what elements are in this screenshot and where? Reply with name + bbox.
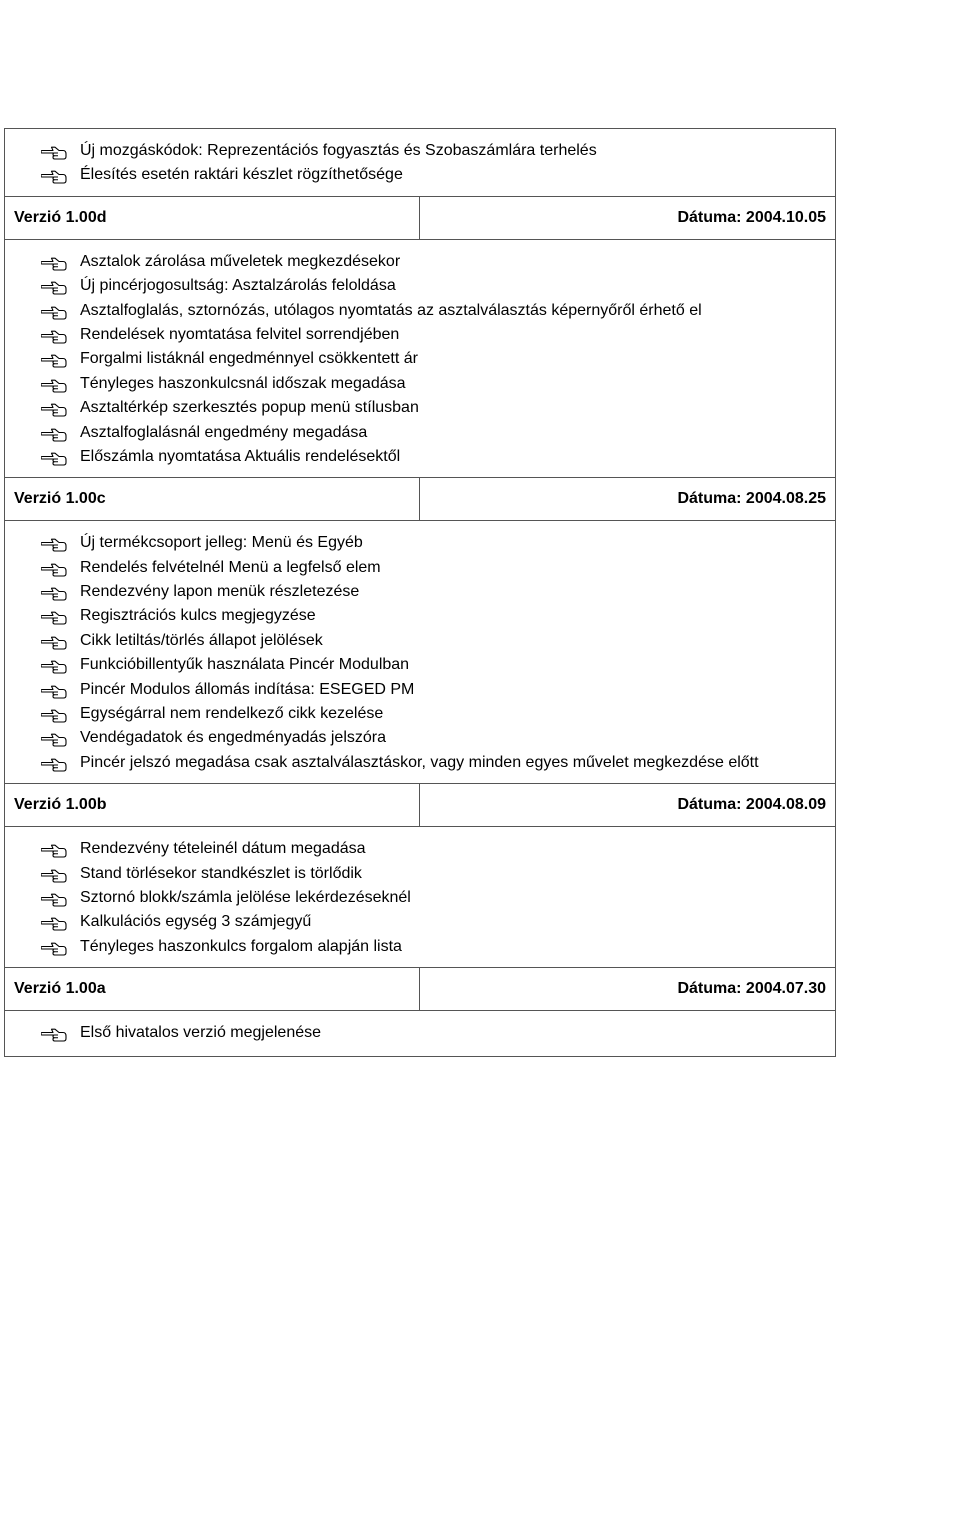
list-item <box>5 250 835 274</box>
list-item-text: Kalkulációs egység 3 számjegyű <box>80 913 312 931</box>
list-item-text: Új pincérjogosultság: Asztalzárolás feloldása <box>80 277 396 295</box>
change-list <box>5 129 835 197</box>
pointing-hand-icon <box>41 328 67 342</box>
list-item-text: Egységárral nem rendelkező cikk kezelése <box>80 705 384 723</box>
list-item <box>5 396 835 420</box>
version-header <box>5 784 835 827</box>
list-item-text: Sztornó blokk/számla jelölése lekérdezéseknél <box>80 888 411 906</box>
list-item <box>5 580 835 604</box>
pointing-hand-icon <box>41 585 67 599</box>
list-item <box>5 274 835 298</box>
pointing-hand-icon <box>41 1026 67 1040</box>
pointing-hand-icon <box>41 867 67 881</box>
pointing-hand-icon <box>41 426 67 440</box>
list-item <box>5 604 835 628</box>
pointing-hand-icon <box>41 658 67 672</box>
list-item <box>5 323 835 347</box>
list-item <box>5 556 835 580</box>
list-item-text: Tényleges haszonkulcsnál időszak megadása <box>80 374 406 392</box>
list-item <box>5 886 835 910</box>
list-item-text: Asztaltérkép szerkesztés popup menü stílusban <box>80 399 419 417</box>
change-list <box>5 1011 835 1055</box>
pointing-hand-icon <box>41 144 67 158</box>
version-date: Dátuma: 2004.07.30 <box>677 980 826 998</box>
list-item-text: Asztalok zárolása műveletek megkezdésekor <box>80 252 401 270</box>
list-item-text: Első hivatalos verzió megjelenése <box>80 1024 322 1042</box>
list-item <box>5 629 835 653</box>
pointing-hand-icon <box>41 842 67 856</box>
pointing-hand-icon <box>41 634 67 648</box>
version-date: Dátuma: 2004.08.09 <box>677 796 826 814</box>
change-list <box>5 240 835 479</box>
list-item <box>5 935 835 959</box>
pointing-hand-icon <box>41 915 67 929</box>
list-item-text: Pincér Modulos állomás indítása: ESEGED PM <box>80 680 415 698</box>
version-header <box>5 968 835 1011</box>
change-list <box>5 827 835 968</box>
pointing-hand-icon <box>41 940 67 954</box>
list-item <box>5 1021 835 1045</box>
list-item <box>5 862 835 886</box>
list-item <box>5 702 835 726</box>
list-item-text: Előszámla nyomtatása Aktuális rendelésektől <box>80 447 401 465</box>
list-item <box>5 678 835 702</box>
list-item <box>5 445 835 469</box>
pointing-hand-icon <box>41 891 67 905</box>
version-date: Dátuma: 2004.10.05 <box>677 208 826 226</box>
list-item <box>5 751 835 775</box>
list-item-text: Pincér jelszó megadása csak asztalválasztáskor, vagy minden egyes művelet megkezdése előtt <box>80 753 759 771</box>
pointing-hand-icon <box>41 707 67 721</box>
change-list <box>5 521 835 784</box>
list-item-text: Forgalmi listáknál engedménnyel csökkentett ár <box>80 350 418 368</box>
pointing-hand-icon <box>41 536 67 550</box>
list-item-text: Élesítés esetén raktári készlet rögzíthetősége <box>80 166 403 184</box>
pointing-hand-icon <box>41 450 67 464</box>
list-item-text: Vendégadatok és engedményadás jelszóra <box>80 729 386 747</box>
list-item-text: Regisztrációs kulcs megjegyzése <box>80 607 316 625</box>
list-item <box>5 421 835 445</box>
pointing-hand-icon <box>41 731 67 745</box>
pointing-hand-icon <box>41 561 67 575</box>
pointing-hand-icon <box>41 168 67 182</box>
list-item-text: Rendezvény tételeinél dátum megadása <box>80 840 366 858</box>
list-item <box>5 372 835 396</box>
list-item-text: Új mozgáskódok: Reprezentációs fogyasztás és Szobaszámlára terhelés <box>80 142 597 159</box>
pointing-hand-icon <box>41 255 67 269</box>
version-header <box>5 197 835 240</box>
version-header <box>5 478 835 521</box>
list-item <box>5 653 835 677</box>
list-item-text: Rendelés felvételnél Menü a legfelső elem <box>80 558 381 576</box>
list-item-text: Stand törlésekor standkészlet is törlődik <box>80 864 362 882</box>
list-item-text: Új termékcsoport jelleg: Menü és Egyéb <box>80 534 363 552</box>
version-label: Verzió 1.00a <box>5 968 420 1010</box>
pointing-hand-icon <box>41 683 67 697</box>
list-item-text: Rendelések nyomtatása felvitel sorrendjében <box>80 325 400 343</box>
pointing-hand-icon <box>41 377 67 391</box>
version-label: Verzió 1.00c <box>5 478 420 520</box>
pointing-hand-icon <box>41 609 67 623</box>
list-item <box>5 726 835 750</box>
version-label: Verzió 1.00b <box>5 784 420 826</box>
version-date: Dátuma: 2004.08.25 <box>677 490 826 508</box>
pointing-hand-icon <box>41 401 67 415</box>
list-item <box>5 163 835 187</box>
list-item <box>5 531 835 555</box>
list-item <box>5 910 835 934</box>
version-label: Verzió 1.00d <box>5 197 420 239</box>
list-item-text: Tényleges haszonkulcs forgalom alapján lista <box>80 937 402 955</box>
pointing-hand-icon <box>41 279 67 293</box>
list-item <box>5 299 835 323</box>
pointing-hand-icon <box>41 352 67 366</box>
list-item-text: Funkcióbillentyűk használata Pincér Modulban <box>80 656 410 674</box>
pointing-hand-icon <box>41 304 67 318</box>
list-item-text: Asztalfoglalás, sztornózás, utólagos nyomtatás az asztalválasztás képernyőről érhető el <box>80 301 702 319</box>
list-item <box>5 347 835 371</box>
list-item <box>5 837 835 861</box>
list-item <box>5 139 835 163</box>
list-item-text: Cikk letiltás/törlés állapot jelölések <box>80 631 323 649</box>
changelog-table <box>4 128 836 1057</box>
list-item-text: Rendezvény lapon menük részletezése <box>80 583 360 601</box>
list-item-text: Asztalfoglalásnál engedmény megadása <box>80 423 368 441</box>
pointing-hand-icon <box>41 756 67 770</box>
